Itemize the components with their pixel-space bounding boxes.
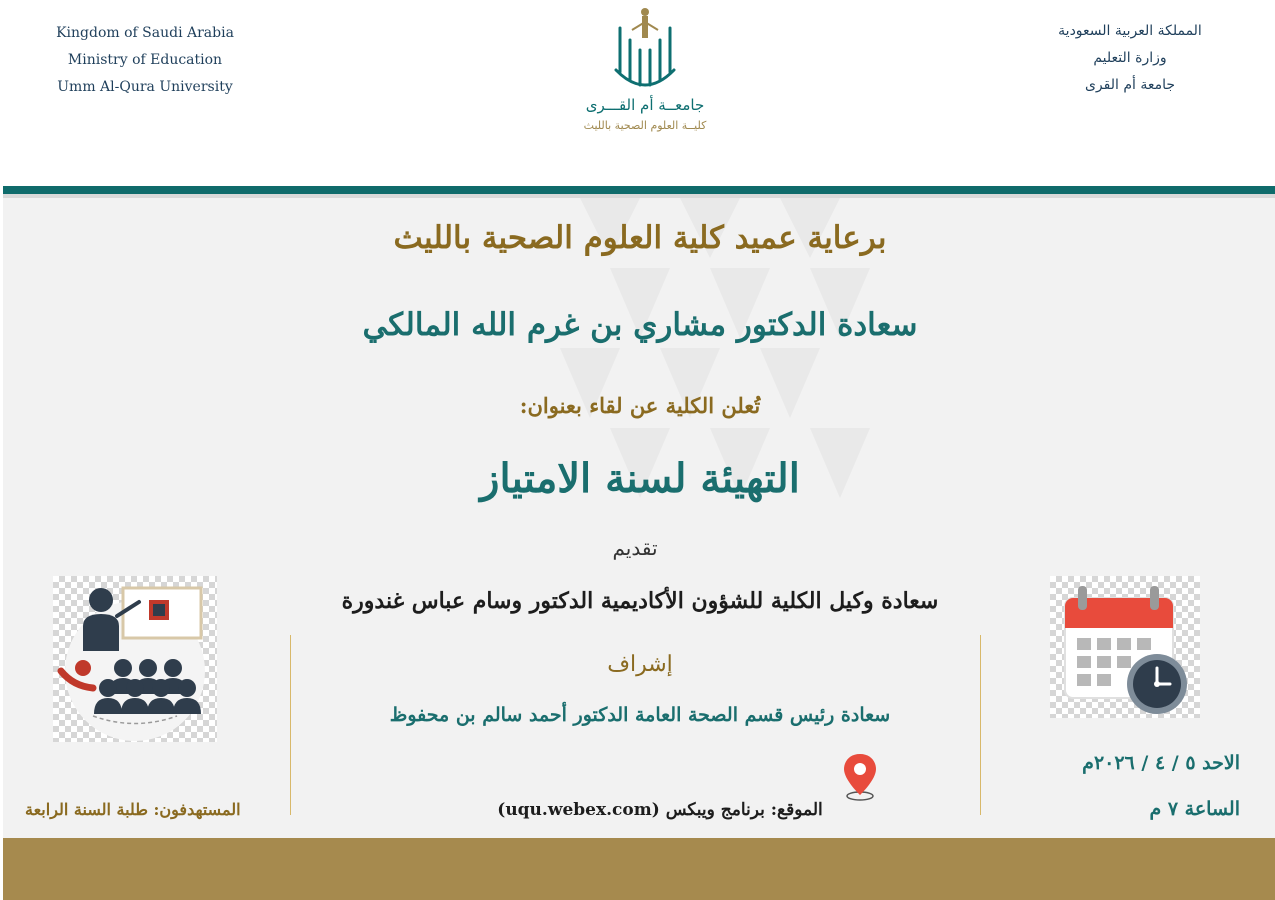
english-line-kingdom: Kingdom of Saudi Arabia bbox=[56, 25, 234, 41]
intro-line: تُعلن الكلية عن لقاء بعنوان: bbox=[519, 393, 761, 418]
right-separator bbox=[980, 635, 981, 815]
event-title: التهيئة لسنة الامتياز bbox=[480, 455, 800, 502]
event-time: الساعة ٧ م bbox=[1149, 798, 1240, 820]
logo-subtitle: كليــة العلوم الصحية بالليث bbox=[583, 119, 707, 132]
arabic-line-kingdom: المملكة العربية السعودية bbox=[1058, 23, 1202, 39]
logo-name: جامعــة أم القـــرى bbox=[585, 96, 705, 114]
event-date: الاحد ٥ / ٤ / ٢٠٢٦م bbox=[1082, 752, 1240, 774]
english-line-ministry: Ministry of Education bbox=[67, 52, 223, 68]
location-pin-icon bbox=[838, 752, 882, 802]
presenter-name: سعادة وكيل الكلية للشؤون الأكاديمية الدكتور وسام عباس غندورة bbox=[341, 588, 939, 614]
english-line-university: Umm Al-Qura University bbox=[57, 79, 233, 95]
header-divider bbox=[3, 186, 1275, 194]
english-institution-block bbox=[30, 20, 260, 101]
arabic-institution-block bbox=[1015, 18, 1245, 99]
presented-by-label: تقديم bbox=[612, 536, 658, 560]
patronage-line: برعاية عميد كلية العلوم الصحية بالليث bbox=[393, 220, 887, 256]
supervisor-name: سعادة رئيس قسم الصحة العامة الدكتور أحمد سالم بن محفوظ bbox=[389, 704, 891, 726]
arabic-line-ministry: وزارة التعليم bbox=[1093, 50, 1167, 66]
footer-bar bbox=[3, 838, 1275, 900]
supervision-label: إشراف bbox=[607, 652, 673, 677]
left-separator bbox=[290, 635, 291, 815]
arabic-line-university: جامعة أم القرى bbox=[1084, 77, 1176, 93]
dean-name: سعادة الدكتور مشاري بن غرم الله المالكي bbox=[362, 307, 918, 343]
presentation-icon bbox=[53, 576, 217, 742]
target-audience: المستهدفون: طلبة السنة الرابعة bbox=[25, 800, 241, 819]
event-location: الموقع: برنامج ويبكس (uqu.webex.com) bbox=[497, 800, 823, 820]
calendar-clock-icon bbox=[1050, 576, 1200, 718]
